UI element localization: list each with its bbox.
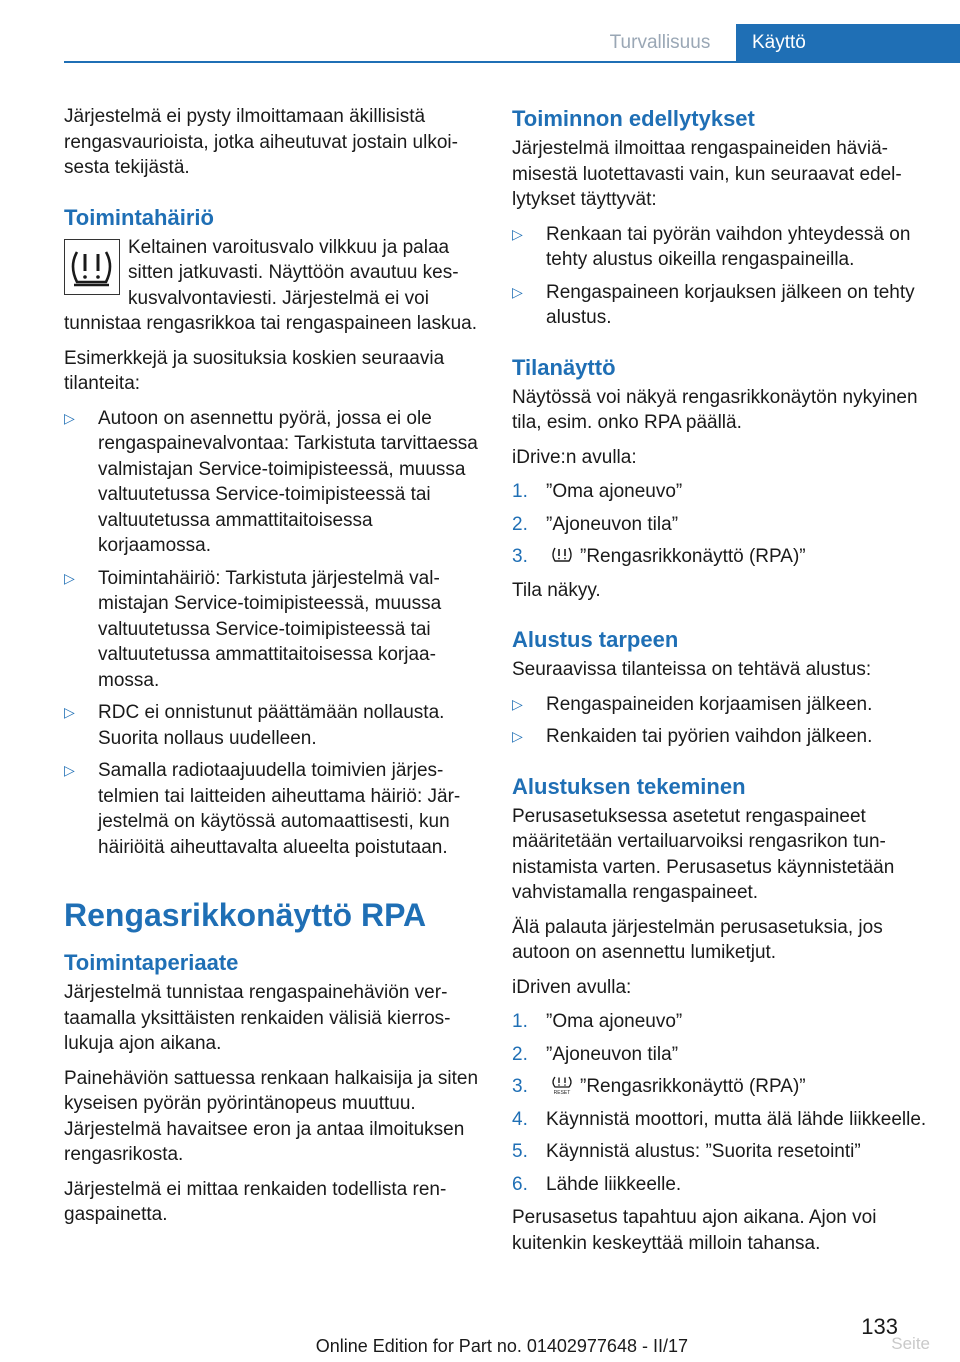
list-item: 6. Lähde liikkeelle. xyxy=(512,1173,682,1195)
list-item: 1. ”Oma ajoneuvo” xyxy=(512,481,683,502)
intro-paragraph: Järjestelmä ei pysty ilmoittamaan äkillisistä rengasvaurioista, jotka aiheutuvat jostain ulkoisesta tekijästä. xyxy=(64,106,458,178)
init-do-p2: Älä palauta järjestelmän perusasetuksia, jos autoon on asennettu lumiketjut. xyxy=(512,916,883,963)
list-item: 2. ”Ajoneuvon tila” xyxy=(512,513,679,535)
requirements-heading: Toiminnon edellytykset xyxy=(512,106,755,131)
init-do-idrive: iDriven avulla: xyxy=(512,976,632,998)
triangle-bullet-icon: ▷ xyxy=(64,762,75,778)
svg-text:RESET: RESET xyxy=(553,1090,571,1095)
malfunction-heading: Toimintahäiriö xyxy=(64,204,214,230)
triangle-bullet-icon: ▷ xyxy=(64,409,75,426)
left-column xyxy=(64,104,480,1237)
requirements-list xyxy=(512,222,930,331)
init-do-p3: Perusasetus tapahtuu ajon aikana. Ajon voi kuitenkin keskeyttää milloin tahansa. xyxy=(512,1207,877,1254)
list-item: ▷ Samalla radiotaajuudella toimivien järjestelmien tai laitteiden aiheuttama häiriö: Järjestelmä on käytössä automaattisesti, kun häiriöitä aiheuttavalta alueelta poistutaan. xyxy=(64,760,461,858)
status-text: Näytössä voi näkyä rengasrikkonäytön nykyinen tila, esim. onko RPA päällä. xyxy=(512,386,918,433)
status-result: Tila näkyy. xyxy=(512,579,601,601)
principle-heading: Toimintaperiaate xyxy=(64,950,239,975)
list-item: ▷ RDC ei onnistunut päättämään nollausta. Suorita nollaus uudelleen. xyxy=(64,702,445,749)
init-needed-list xyxy=(512,692,930,750)
page-number: 133 xyxy=(861,1314,898,1339)
triangle-bullet-icon: ▷ xyxy=(64,704,75,720)
header-rule xyxy=(64,61,960,63)
principle-p2: Painehäviön sattuessa renkaan halkaisija ja siten kyseisen pyörän pyörintänopeus muuttuu. Järjestelmä havaitsee eron ja antaa ilmoituksen rengasrikosta. xyxy=(64,1067,479,1165)
watermark: Seite xyxy=(891,1334,930,1353)
tire-pressure-reset-icon xyxy=(550,1075,574,1095)
examples-intro: Esimerkkejä ja suosituksia koskien seuraavia tilanteita: xyxy=(64,347,445,394)
status-steps xyxy=(512,479,930,570)
list-item: 3. RESET ”Rengasrikkonäyttö (RPA)” xyxy=(512,1076,806,1097)
list-item: 1. ”Oma ajoneuvo” xyxy=(512,1011,683,1032)
triangle-bullet-icon: ▷ xyxy=(512,283,523,300)
list-item: ▷ Toimintahäiriö: Tarkistuta järjestelmä valmistajan Service-toimipisteessä, muussa valtuutetussa Service-toimipisteessä tai valtuutetussa ammattitaitoisessa korjaamossa. xyxy=(64,567,442,691)
triangle-bullet-icon: ▷ xyxy=(512,728,523,744)
init-needed-heading: Alustus tarpeen xyxy=(512,627,679,652)
malfunction-text: Keltainen varoitusvalo vilkkuu ja palaa sitten jatkuvasti. Näyttöön avautuu keskusvalvontaviesti. Järjestelmä ei voi tunnistaa rengasrikkoa tai rengaspaineen laskua. xyxy=(64,236,477,334)
examples-list xyxy=(64,406,480,861)
list-item: ▷ Rengaspaineen korjauksen jälkeen on tehty alustus. xyxy=(512,281,915,328)
tire-pressure-warning-icon xyxy=(550,545,574,565)
header-tab-kaytto[interactable]: Käyttö xyxy=(736,24,960,62)
right-column xyxy=(512,104,930,1265)
list-item: ▷ Renkaiden tai pyörien vaihdon jälkeen. xyxy=(512,724,930,750)
init-do-p1: Perusasetuksessa asetetut rengaspaineet määritetään vertailuarvoiksi rengasrikon tunnistamista varten. Perusasetus käynnistetään vahvistamalla rengaspaineet. xyxy=(512,805,895,903)
triangle-bullet-icon: ▷ xyxy=(64,569,75,586)
section-title: Rengasrikkonäyttö RPA xyxy=(64,897,427,933)
triangle-bullet-icon: ▷ xyxy=(512,225,523,242)
edition-line: Online Edition for Part no. 01402977648 - II/17 xyxy=(315,1336,688,1356)
list-item: 3. ”Rengasrikkonäyttö (RPA)” xyxy=(512,546,806,567)
init-do-steps xyxy=(512,1009,930,1197)
header-tab-turvallisuus[interactable]: Turvallisuus xyxy=(609,32,711,53)
list-item: 5. Käynnistä alustus: ”Suorita resetointi” xyxy=(512,1141,861,1162)
init-do-heading: Alustuksen tekeminen xyxy=(512,773,746,799)
init-needed-text: Seuraavissa tilanteissa on tehtävä alustus: xyxy=(512,659,872,680)
list-item: ▷ Rengaspaineiden korjaamisen jälkeen. xyxy=(512,692,930,718)
status-idrive: iDrive:n avulla: xyxy=(512,446,637,468)
list-item: 4. Käynnistä moottori, mutta älä lähde liikkeelle. xyxy=(512,1108,927,1130)
status-heading: Tilanäyttö xyxy=(512,354,616,380)
principle-p3: Järjestelmä ei mittaa renkaiden todellista rengaspainetta. xyxy=(64,1178,447,1225)
triangle-bullet-icon: ▷ xyxy=(512,695,523,712)
principle-p1: Järjestelmä tunnistaa rengaspainehäviön vertaamalla yksittäisten renkaiden välisiä kierroslukuja ajon aikana. xyxy=(64,982,451,1054)
list-item: 2. ”Ajoneuvon tila” xyxy=(512,1043,679,1065)
malfunction-block xyxy=(64,235,480,337)
tire-pressure-warning-icon xyxy=(64,239,120,295)
requirements-text: Järjestelmä ilmoittaa rengaspaineiden häviämisestä luotettavasti vain, kun seuraavat edellytykset täyttyvät: xyxy=(512,138,902,210)
list-item: ▷ Renkaan tai pyörän vaihdon yhteydessä on tehty alustus oikeilla rengaspaineilla. xyxy=(512,223,911,270)
list-item: ▷ Autoon on asennettu pyörä, jossa ei ole rengaspainevalvontaa: Tarkistuta tarvittaessa valmistajan Service-toimipisteessä, muussa valtuutetussa Service-toimipisteessä tai valtuutetussa ammattitaitoisessa korjaamossa. xyxy=(64,407,478,556)
